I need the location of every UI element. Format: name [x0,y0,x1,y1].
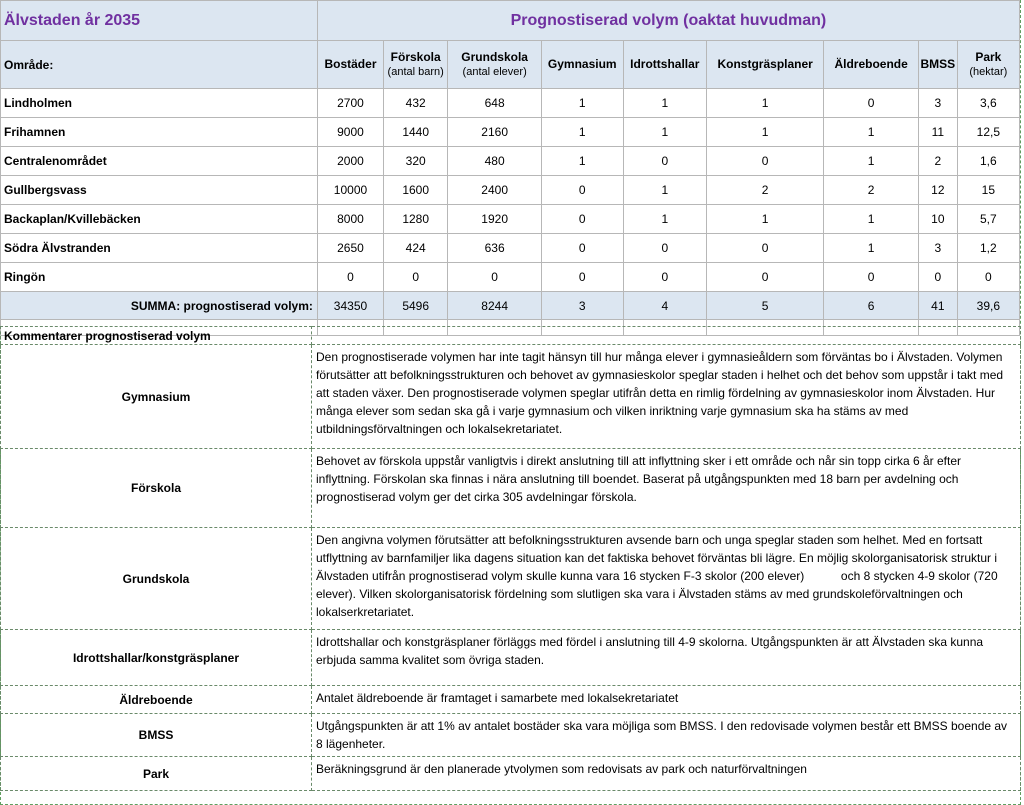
value-cell-gymnasium: 1 [542,89,624,118]
comment-row [1,630,1021,686]
value-cell-bmss: 2 [918,147,957,176]
col-header-bostader: Bostäder [317,41,383,89]
comments-heading: Kommentarer prognostiserad volym [1,327,312,345]
volume-table [0,0,1020,336]
value-cell-bostader: 2700 [317,89,383,118]
value-cell-gymnasium: 0 [542,176,624,205]
value-cell-grundskola: 636 [448,234,542,263]
value-cell-forskola: 432 [384,89,448,118]
value-cell-aldreboende: 1 [824,147,919,176]
table-row [1,147,1020,176]
summa-bmss: 41 [918,292,957,320]
comment-text: Behovet av förskola uppstår vanligtvis i direkt anslutning till att inflyttning sker i ett område och når sin topp cirka 6 år efter inflyttning. Förskolan ska finnas i nära anslutning till boendet. Baserat på utgångspunkten med 18 barn per avdelning och prognostiserad volym ger det cirka 305 avdelningar förskola. [312,449,1021,528]
value-cell-forskola: 1440 [384,118,448,147]
col-header-idrottshallar: Idrottshallar [623,41,707,89]
col-header-gymnasium: Gymnasium [542,41,624,89]
value-cell-bostader: 9000 [317,118,383,147]
value-cell-gymnasium: 0 [542,234,624,263]
value-cell-idrottshallar: 0 [623,263,707,292]
col-header-aldreboende: Äldreboende [824,41,919,89]
value-cell-konstgrasplaner: 1 [707,205,824,234]
comments-table [0,326,1021,791]
value-cell-bmss: 12 [918,176,957,205]
value-cell-grundskola: 1920 [448,205,542,234]
value-cell-bmss: 0 [918,263,957,292]
summa-grundskola: 8244 [448,292,542,320]
value-cell-park: 12,5 [957,118,1019,147]
value-cell-forskola: 424 [384,234,448,263]
area-name-cell: Södra Älvstranden [1,234,318,263]
value-cell-bostader: 8000 [317,205,383,234]
value-cell-park: 0 [957,263,1019,292]
area-name-cell: Lindholmen [1,89,318,118]
value-cell-konstgrasplaner: 1 [707,89,824,118]
col-header-area: Område: [1,41,318,89]
value-cell-park: 5,7 [957,205,1019,234]
value-cell-idrottshallar: 1 [623,118,707,147]
area-name-cell: Frihamnen [1,118,318,147]
value-cell-forskola: 320 [384,147,448,176]
comment-row [1,345,1021,449]
value-cell-konstgrasplaner: 1 [707,118,824,147]
comment-label: Äldreboende [1,686,312,714]
summa-park: 39,6 [957,292,1019,320]
table-title: Älvstaden år 2035 [1,1,318,41]
area-name-cell: Backaplan/Kvillebäcken [1,205,318,234]
value-cell-aldreboende: 0 [824,89,919,118]
table-row [1,234,1020,263]
col-header-park: Park (hektar) [957,41,1019,89]
col-header-grundskola: Grundskola (antal elever) [448,41,542,89]
comment-text: Idrottshallar och konstgräsplaner förläggs med fördel i anslutning till 4-9 skolorna. Utgångspunkten är att Älvstaden ska kunna erbjuda samma kvalitet som övriga staden. [312,630,1021,686]
table-row [1,89,1020,118]
value-cell-idrottshallar: 0 [623,234,707,263]
value-cell-gymnasium: 1 [542,118,624,147]
comment-text: Beräkningsgrund är den planerade ytvolymen som redovisats av park och naturförvaltningen [312,757,1021,791]
table-subtitle: Prognostiserad volym (oaktat huvudman) [317,1,1019,41]
value-cell-forskola: 0 [384,263,448,292]
comment-label: BMSS [1,714,312,757]
value-cell-aldreboende: 1 [824,205,919,234]
value-cell-bmss: 3 [918,234,957,263]
area-name-cell: Ringön [1,263,318,292]
summa-konstgrasplaner: 5 [707,292,824,320]
col-header-konstgrasplaner: Konstgräsplaner [707,41,824,89]
value-cell-aldreboende: 2 [824,176,919,205]
value-cell-konstgrasplaner: 0 [707,234,824,263]
comment-text: Den prognostiserade volymen har inte tagit hänsyn till hur många elever i gymnasieåldern som förväntas bo i Älvstaden. Volymen förutsätter att befolkningsstrukturen och behovet av gymnasieskolor speglar staden i helhet och det behov som uppstår i takt med att staden växer. Den prognostiserade volymen speglar utifrån detta en rimlig fördelning av gymnasieskolor inom Älvstaden. Hur många elever som sedan ska gå i varje gymnasium och vilken inriktning varje gymnasium ska ha stäms av med utbildningsförvaltningen och lokalsekretariatet. [312,345,1021,449]
col-header-forskola: Förskola (antal barn) [384,41,448,89]
comment-text: Antalet äldreboende är framtaget i samarbete med lokalsekretariatet [312,686,1021,714]
comment-label: Förskola [1,449,312,528]
value-cell-idrottshallar: 1 [623,176,707,205]
value-cell-gymnasium: 0 [542,205,624,234]
comment-label: Grundskola [1,528,312,630]
table-row [1,176,1020,205]
value-cell-aldreboende: 1 [824,234,919,263]
comment-text: Utgångspunkten är att 1% av antalet bostäder ska vara möjliga som BMSS. I den redovisade volymen består ett BMSS boende av 8 lägenheter. [312,714,1021,757]
summa-bostader: 34350 [317,292,383,320]
comment-row [1,686,1021,714]
comment-row [1,757,1021,791]
table-row [1,263,1020,292]
value-cell-grundskola: 2400 [448,176,542,205]
value-cell-park: 1,2 [957,234,1019,263]
value-cell-park: 1,6 [957,147,1019,176]
value-cell-park: 15 [957,176,1019,205]
empty-cell [312,327,1021,345]
value-cell-konstgrasplaner: 2 [707,176,824,205]
value-cell-idrottshallar: 1 [623,89,707,118]
value-cell-forskola: 1600 [384,176,448,205]
value-cell-bostader: 2650 [317,234,383,263]
area-name-cell: Gullbergsvass [1,176,318,205]
summa-label: SUMMA: prognostiserad volym: [1,292,318,320]
value-cell-aldreboende: 1 [824,118,919,147]
value-cell-konstgrasplaner: 0 [707,147,824,176]
comment-label: Idrottshallar/konstgräsplaner [1,630,312,686]
table-row [1,118,1020,147]
value-cell-grundskola: 0 [448,263,542,292]
summa-forskola: 5496 [384,292,448,320]
value-cell-grundskola: 2160 [448,118,542,147]
value-cell-forskola: 1280 [384,205,448,234]
comment-label: Park [1,757,312,791]
value-cell-gymnasium: 0 [542,263,624,292]
comment-row [1,528,1021,630]
summa-aldreboende: 6 [824,292,919,320]
value-cell-bostader: 2000 [317,147,383,176]
comment-text: Den angivna volymen förutsätter att befolkningsstrukturen avsende barn och unga speglar staden som helhet. Med en fortsatt utflyttning av barnfamiljer lika dagens situation kan det faktiska behovet förväntas bli lägre. En möjlig skolorganisatorisk struktur i Älvstaden utifrån prognostiserad volym skulle kunna vara 16 stycken F-3 skolor (200 elever) och 8 stycken 4-9 skolor (720 elever). Vilken skolorganisatorisk fördelning som slutligen ska vara i Älvstaden stäms av med grundskoleförvaltningen och lokalserkretariatet. [312,528,1021,630]
value-cell-idrottshallar: 0 [623,147,707,176]
comment-row [1,714,1021,757]
value-cell-grundskola: 480 [448,147,542,176]
value-cell-bmss: 10 [918,205,957,234]
table-row [1,205,1020,234]
value-cell-bostader: 10000 [317,176,383,205]
value-cell-bmss: 11 [918,118,957,147]
value-cell-bostader: 0 [317,263,383,292]
comment-row [1,449,1021,528]
value-cell-grundskola: 648 [448,89,542,118]
comment-label: Gymnasium [1,345,312,449]
summa-idrottshallar: 4 [623,292,707,320]
value-cell-bmss: 3 [918,89,957,118]
value-cell-park: 3,6 [957,89,1019,118]
area-name-cell: Centralenområdet [1,147,318,176]
value-cell-idrottshallar: 1 [623,205,707,234]
value-cell-gymnasium: 1 [542,147,624,176]
value-cell-aldreboende: 0 [824,263,919,292]
col-header-bmss: BMSS [918,41,957,89]
value-cell-konstgrasplaner: 0 [707,263,824,292]
summa-gymnasium: 3 [542,292,624,320]
